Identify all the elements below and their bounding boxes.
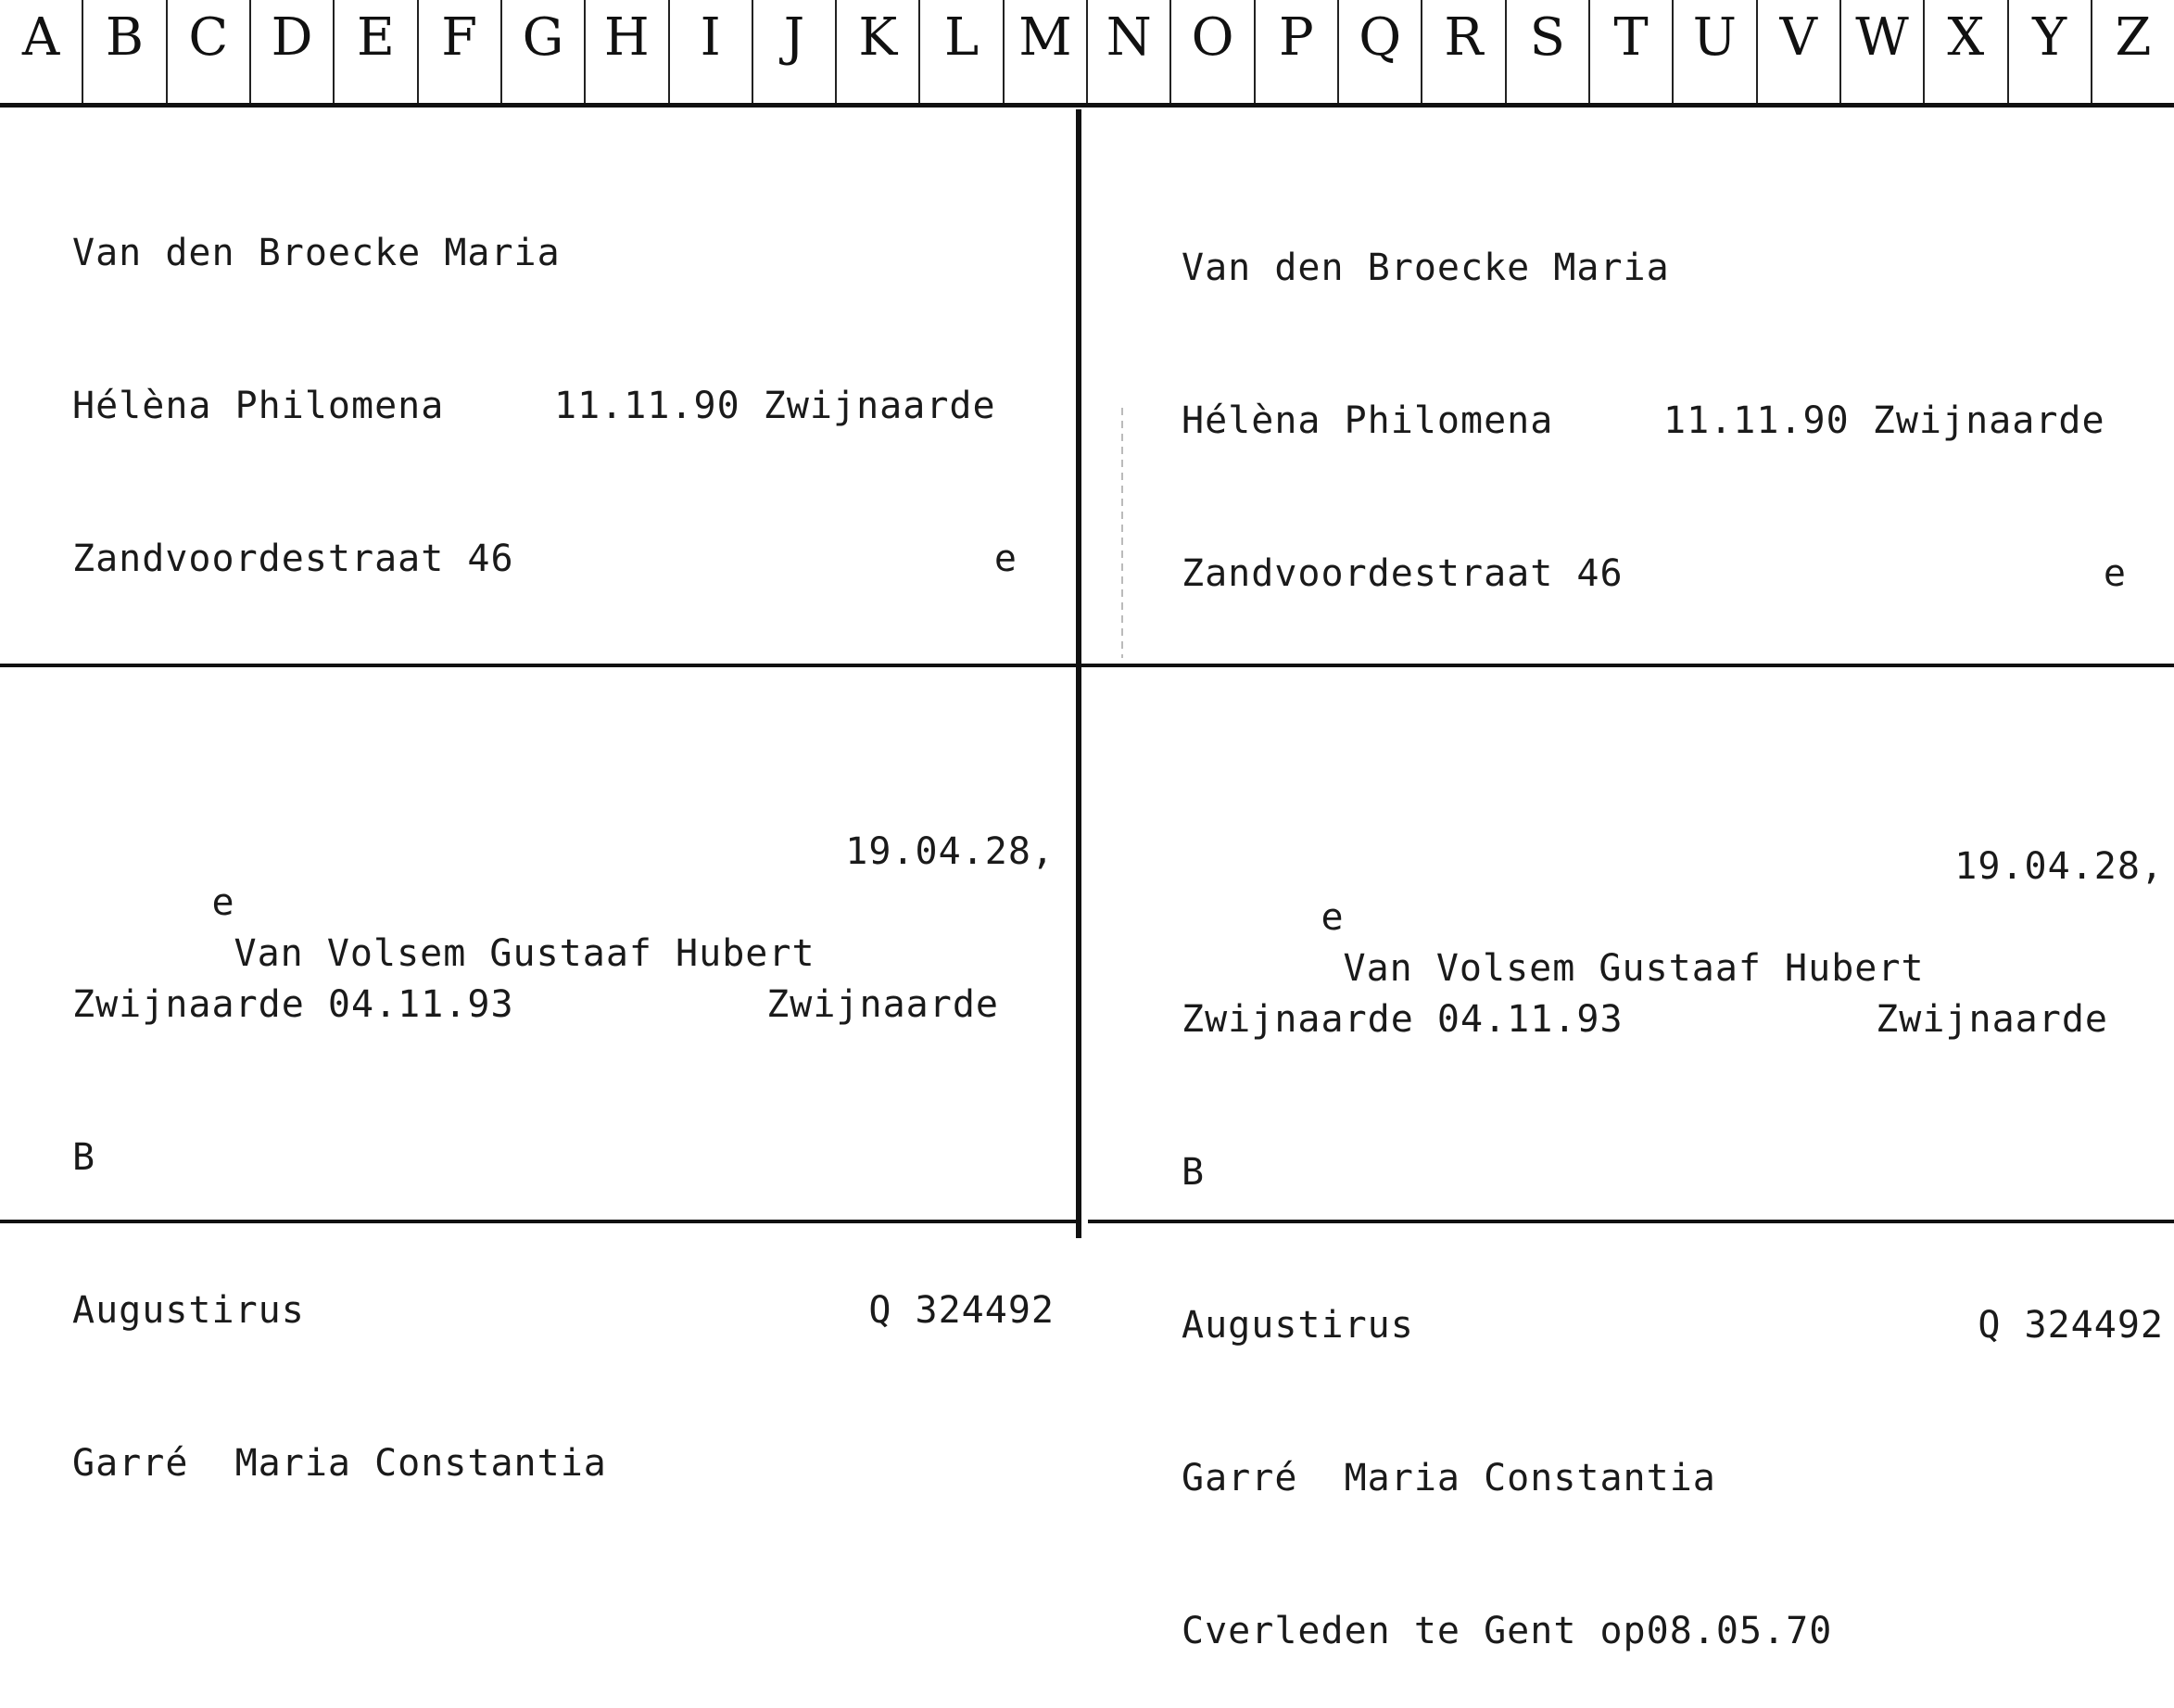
- death-note: Cverleden te Gent op08.05.70: [1182, 1610, 1833, 1652]
- address: Zandvoordestraat 46: [72, 538, 514, 580]
- spouse-birth-date: 19.04.28,: [1954, 845, 2164, 888]
- alphabet-letter-t: T: [1590, 0, 1674, 103]
- mother-name: Garré Maria Constantia: [1182, 1457, 1716, 1499]
- spouse-place-row: [72, 980, 999, 1031]
- name-line: Van den Broecke Maria: [72, 232, 561, 274]
- spouse-place2: Zwijnaarde: [1876, 998, 2108, 1041]
- birth-date-place: 11.11.90 Zwijnaarde: [1663, 399, 2105, 442]
- alphabet-letter-c: C: [168, 0, 251, 103]
- alphabet-letter-q: Q: [1339, 0, 1422, 103]
- father-name: Augustirus: [1182, 1304, 1414, 1347]
- alphabet-letter-b: B: [83, 0, 167, 103]
- address-row: [72, 534, 1017, 585]
- mother-row: [1182, 1453, 2164, 1504]
- right-card-margin-rule: [1121, 408, 1123, 658]
- alphabet-letter-z: Z: [2115, 7, 2152, 68]
- card-vertical-divider: [1076, 109, 1081, 1238]
- spouse-place-date: Zwijnaarde 04.11.93: [72, 983, 514, 1026]
- spouse-name-group: [1182, 841, 1925, 990]
- alphabet-letter-y: Y: [2009, 0, 2092, 103]
- alphabet-letter-d: D: [251, 0, 335, 103]
- alphabet-letter-p: P: [1256, 0, 1339, 103]
- code-letter: B: [1182, 1151, 1206, 1194]
- alphabet-letter-u: U: [1674, 0, 1757, 103]
- alphabet-letter-n: N: [1088, 0, 1171, 103]
- address-row: [1182, 549, 2127, 600]
- spouse-name: Van Volsem Gustaaf Hubert: [234, 932, 815, 975]
- spouse-place2: Zwijnaarde: [766, 983, 999, 1026]
- father-row: [1182, 1300, 2164, 1351]
- given-names: Hélèna Philomena: [1182, 399, 1554, 442]
- address-mark: e: [993, 538, 1017, 580]
- alphabet-letter-w: W: [1841, 0, 1925, 103]
- record-card-right: [1182, 141, 2164, 1708]
- given-names-row: [1182, 396, 2164, 447]
- name-line: Van den Broecke Maria: [1182, 247, 1670, 289]
- spouse-name: Van Volsem Gustaaf Hubert: [1343, 947, 1925, 990]
- alphabet-letter-o: O: [1171, 0, 1255, 103]
- spouse-name-group: [72, 827, 815, 975]
- record-number: Q 324492: [868, 1289, 1055, 1332]
- address: Zandvoordestraat 46: [1182, 552, 1624, 595]
- alphabet-letter-j: J: [753, 0, 837, 103]
- alphabet-letter-v: V: [1758, 0, 1841, 103]
- alphabet-letter-a: A: [0, 0, 83, 103]
- alphabet-letter-m: M: [1005, 0, 1088, 103]
- record-number: Q 324492: [1978, 1304, 2164, 1347]
- code-row: [72, 1132, 1055, 1183]
- alphabet-letter-i: I: [670, 0, 753, 103]
- alphabet-letter-h: H: [586, 0, 669, 103]
- spouse-place-date: Zwijnaarde 04.11.93: [1182, 998, 1624, 1041]
- name-row: [1182, 243, 2164, 294]
- name-row: [72, 228, 1055, 279]
- spouse-prefix: e: [1321, 896, 1345, 939]
- alphabet-letter-x: X: [1925, 0, 2008, 103]
- alphabet-letter-g: G: [502, 0, 586, 103]
- spacer: [72, 687, 1055, 725]
- code-letter: B: [72, 1136, 96, 1179]
- address-mark: e: [2103, 552, 2127, 595]
- spouse-birth-date: 19.04.28,: [845, 830, 1055, 873]
- birth-date-place: 11.11.90 Zwijnaarde: [554, 385, 996, 427]
- alphabet-letter-e: E: [335, 0, 418, 103]
- alphabet-index-header: [0, 0, 2174, 108]
- given-names: Hélèna Philomena: [72, 385, 445, 427]
- given-names-row: [72, 381, 1055, 432]
- alphabet-letter-l: L: [920, 0, 1004, 103]
- father-row: [72, 1285, 1055, 1336]
- spouse-row: [1182, 841, 2164, 990]
- alphabet-letter-k: K: [837, 0, 920, 103]
- alphabet-letter-f: F: [419, 0, 502, 103]
- code-row: [1182, 1147, 2164, 1198]
- spouse-prefix: e: [211, 881, 235, 924]
- spacer: [1182, 702, 2164, 740]
- record-card-left: [72, 126, 1055, 1540]
- death-note-row: [1182, 1606, 2164, 1657]
- spouse-row: [72, 827, 1055, 975]
- alphabet-letter-s: S: [1507, 0, 1590, 103]
- mother-name: Garré Maria Constantia: [72, 1442, 607, 1485]
- alphabet-letter-r: R: [1422, 0, 1506, 103]
- spouse-place-row: [1182, 994, 2108, 1045]
- mother-row: [72, 1438, 1055, 1489]
- father-name: Augustirus: [72, 1289, 305, 1332]
